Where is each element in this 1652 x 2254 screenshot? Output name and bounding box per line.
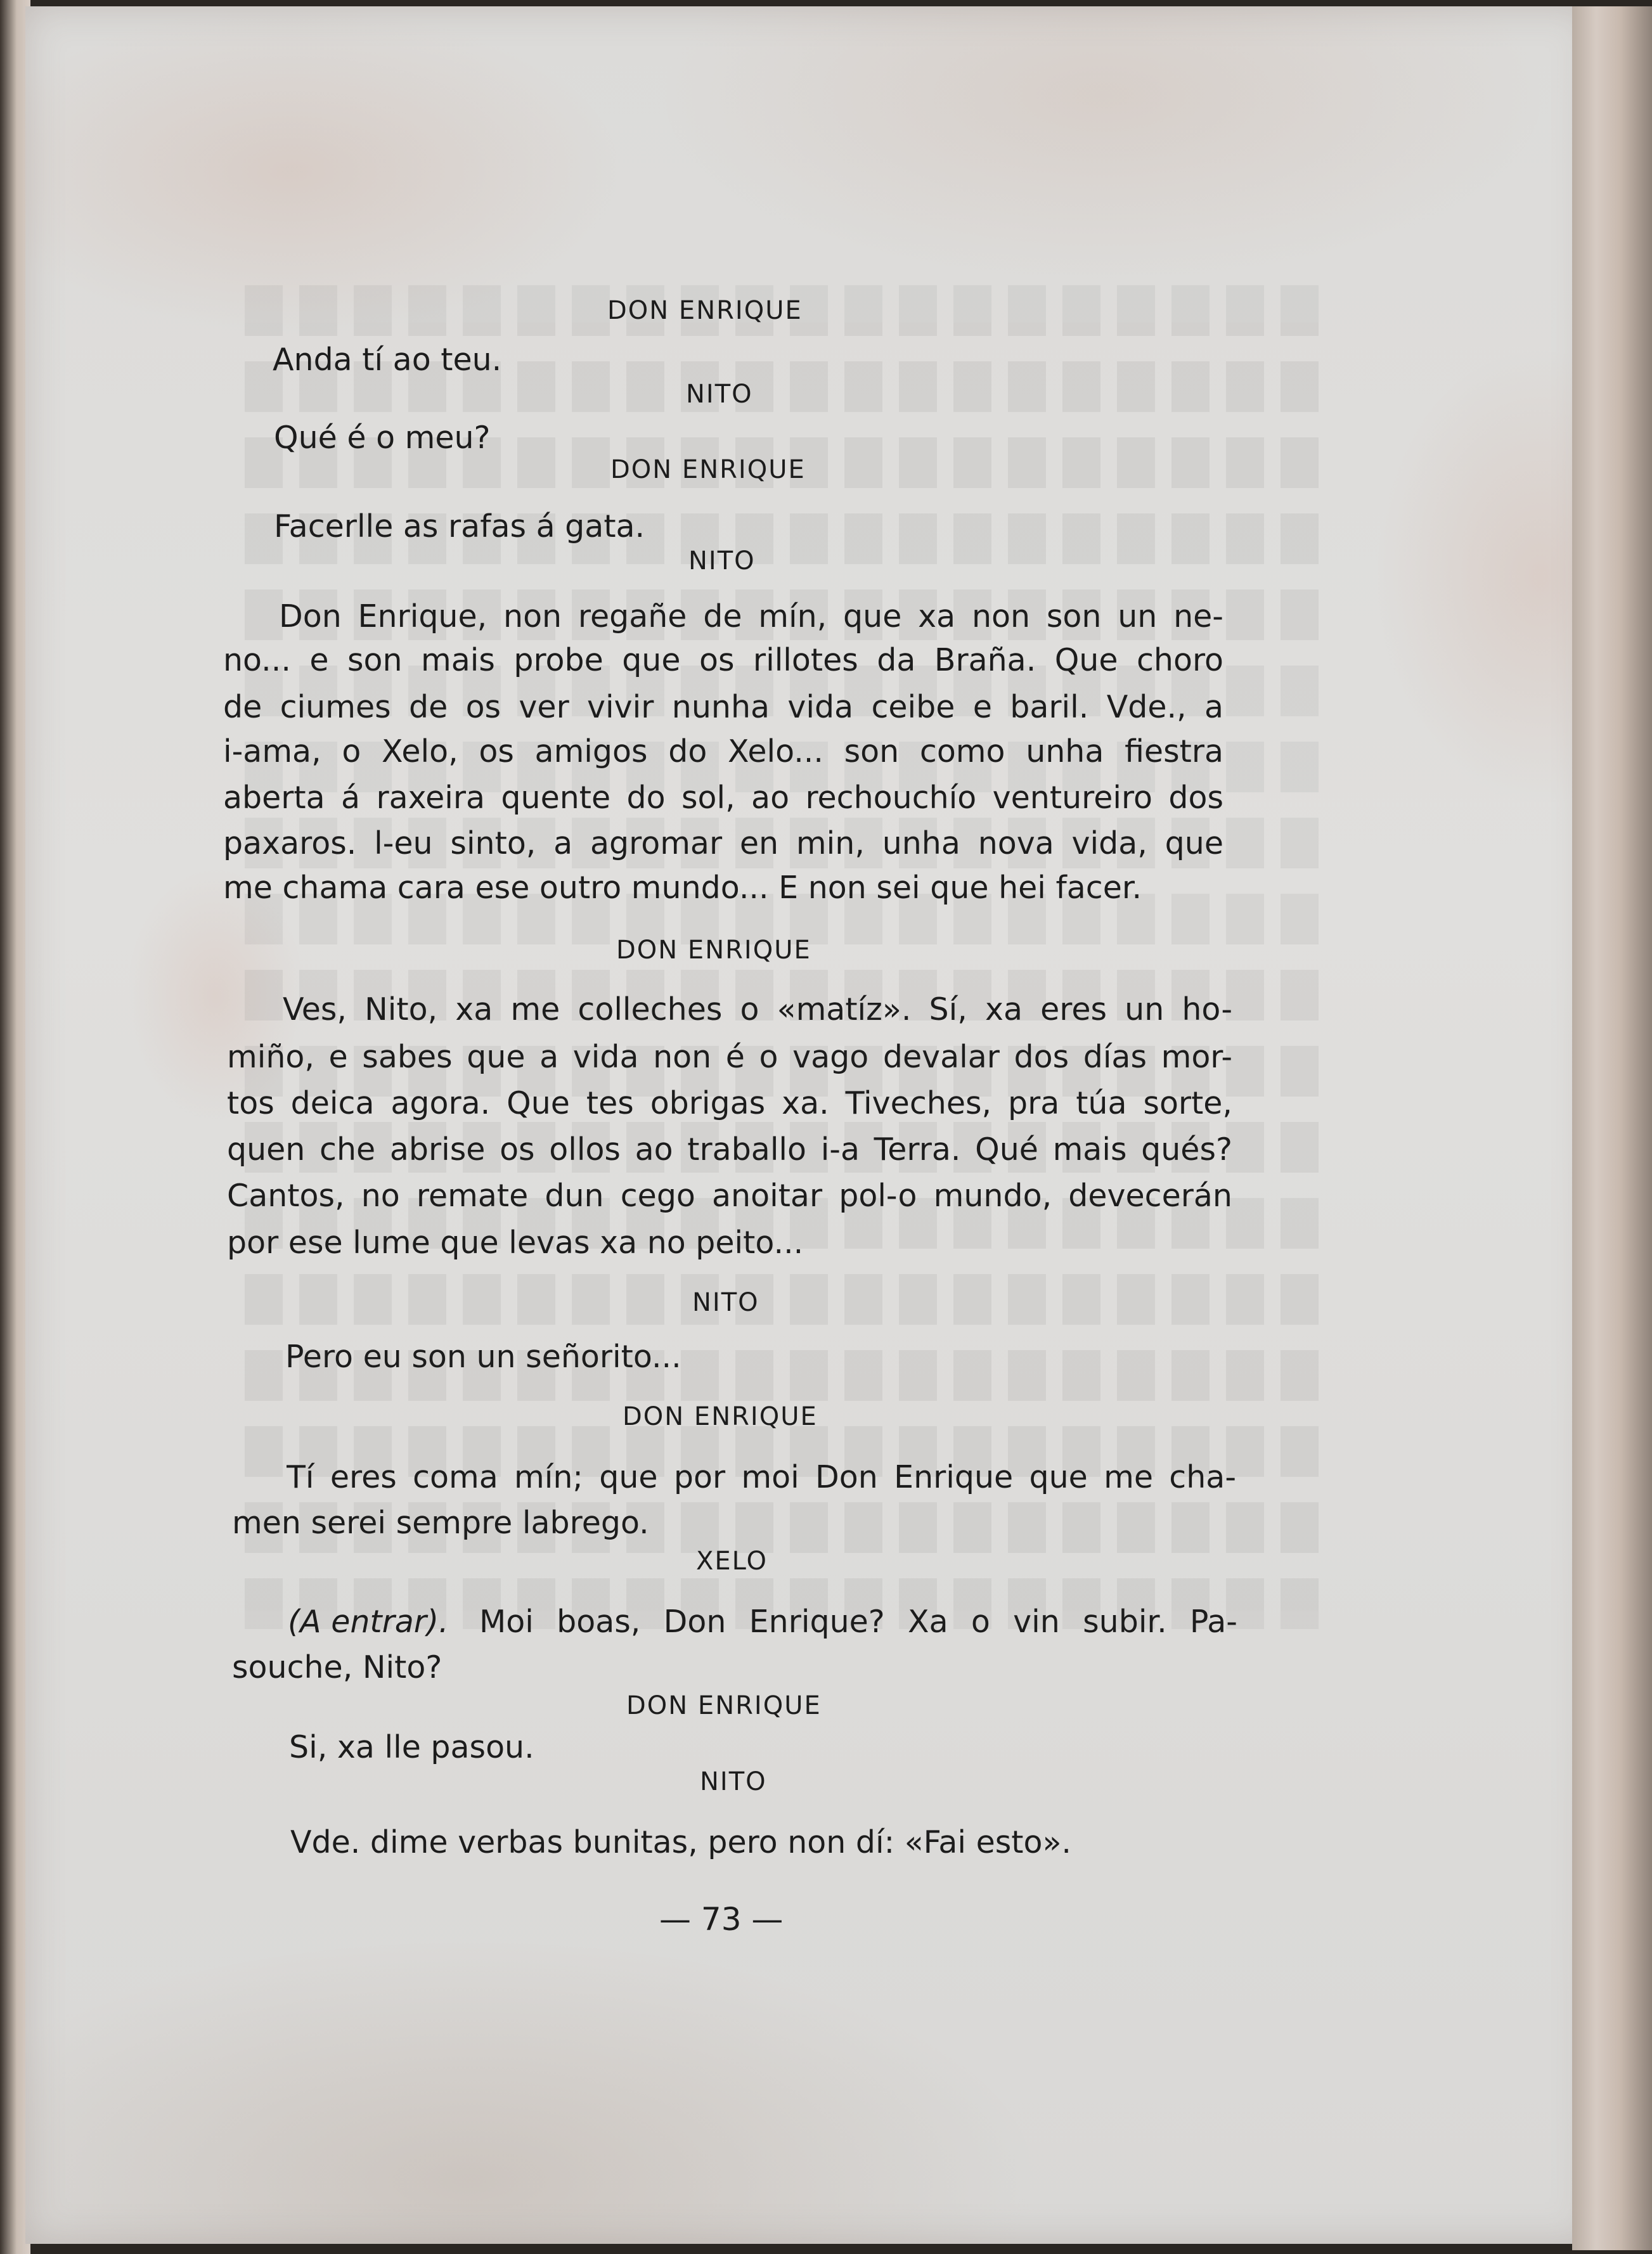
speaker-heading: DON ENRIQUE <box>616 936 811 965</box>
speaker-heading: XELO <box>696 1547 768 1576</box>
speaker-heading: NITO <box>700 1767 767 1796</box>
page-number: — 73 — <box>659 1901 784 1938</box>
speaker-heading: NITO <box>692 1288 759 1317</box>
dialogue-line: Pero eu son un señorito... <box>285 1339 681 1375</box>
dialogue-line: Cantos, no remate dun cego anoitar pol-o mundo, devecerán <box>227 1178 1232 1214</box>
dialogue-line: Anda tí ao teu. <box>273 342 502 378</box>
dialogue-line: Tí eres coma mín; que por moi Don Enrique que me cha- <box>287 1459 1236 1495</box>
dialogue-line: men serei sempre labrego. <box>232 1505 649 1541</box>
dialogue-line: Si, xa lle pasou. <box>289 1729 534 1765</box>
dialogue-line: por ese lume que levas xa no peito... <box>227 1225 804 1261</box>
dialogue-line: Facerlle as rafas á gata. <box>274 508 645 544</box>
dialogue-line: Qué é o meu? <box>274 420 491 456</box>
dialogue-line: no... e son mais probe que os rillotes da Braña. Que choro <box>223 642 1223 678</box>
dialogue-line: de ciumes de os ver vivir nunha vida ceibe e baril. Vde., a <box>223 689 1223 725</box>
dialogue-line: me chama cara ese outro mundo... E non sei que hei facer. <box>223 870 1142 906</box>
dialogue-line: tos deica agora. Que tes obrigas xa. Tiveches, pra túa sorte, <box>227 1085 1232 1121</box>
speaker-heading: DON ENRIQUE <box>610 455 806 484</box>
dialogue-line: miño, e sabes que a vida non é o vago devalar dos días mor- <box>227 1039 1232 1075</box>
dialogue-line: aberta á raxeira quente do sol, ao rechouchío ventureiro dos <box>223 780 1223 816</box>
speaker-heading: NITO <box>686 380 753 409</box>
speaker-heading: DON ENRIQUE <box>626 1691 822 1720</box>
dialogue-line: paxaros. l-eu sinto, a agromar en min, unha nova vida, que <box>223 825 1223 861</box>
stage-direction: (A entrar). <box>288 1604 449 1640</box>
dialogue-line: quen che abrise os ollos ao traballo i-a Terra. Qué mais qués? <box>227 1131 1232 1168</box>
speaker-heading: DON ENRIQUE <box>607 296 803 325</box>
dialogue-line: i-ama, o Xelo, os amigos do Xelo... son como unha fiestra <box>223 733 1223 770</box>
dialogue-line: Ves, Nito, xa me colleches o «matíz». Sí, xa eres un ho- <box>283 991 1232 1027</box>
dialogue-line: Moi boas, Don Enrique? Xa o vin subir. Pa- <box>479 1604 1237 1640</box>
speaker-heading: NITO <box>688 546 756 576</box>
dialogue-line: Vde. dime verbas bunitas, pero non dí: «Fai esto». <box>290 1824 1072 1860</box>
dialogue-line: souche, Nito? <box>232 1649 442 1685</box>
speaker-heading: DON ENRIQUE <box>623 1402 818 1431</box>
dialogue-line: Don Enrique, non regañe de mín, que xa non son un ne- <box>279 598 1223 634</box>
